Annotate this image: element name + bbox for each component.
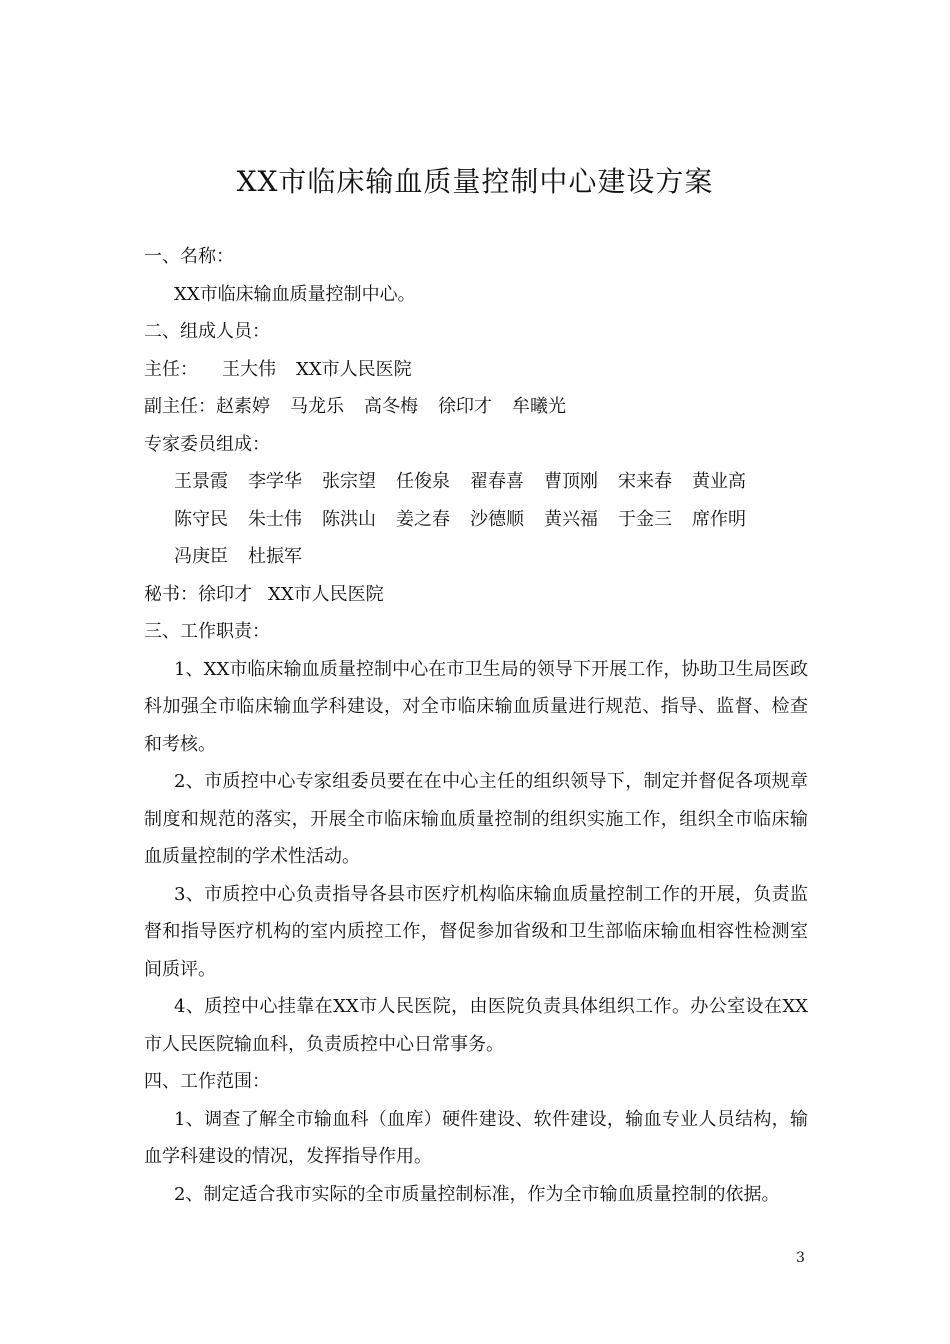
- duty-paragraph: 1、XX市临床输血质量控制中心在市卫生局的领导下开展工作，协助卫生局医政科加强全市临床输血学科建设，对全市临床输血质量进行规范、指导、监督、检查和考核。: [144, 658, 808, 755]
- page-number: 3: [796, 1250, 805, 1266]
- section-heading-name: 一、名称：: [144, 246, 234, 267]
- duty-paragraph: 3、市质控中心负责指导各县市医疗机构临床输血质量控制工作的开展，负责监督和指导医疗机构的室内质控工作，督促参加省级和卫生部临床输血相容性检测室间质评。: [144, 883, 808, 980]
- expert-name: 曹顶刚: [544, 471, 598, 492]
- center-name: XX市临床输血质量控制中心。: [174, 283, 416, 305]
- experts-row-2: [144, 501, 808, 539]
- expert-name: 于金三: [618, 508, 672, 530]
- section-heading-duties: 三、工作职责：: [144, 621, 270, 642]
- expert-name: 李学华: [248, 471, 302, 492]
- expert-name: 沙德顺: [470, 508, 524, 530]
- experts-row-3: [144, 538, 808, 576]
- expert-name: 任俊泉: [396, 471, 450, 492]
- document-title: XX市临床输血质量控制中心建设方案: [236, 165, 714, 198]
- duty-paragraph: 4、质控中心挂靠在XX市人民医院，由医院负责具体组织工作。办公室设在XX市人民医院输血科，负责质控中心日常事务。: [144, 996, 808, 1055]
- deputy-name: 高冬梅: [364, 396, 418, 417]
- section-heading-members: 二、组成人员：: [144, 321, 270, 342]
- deputy-row: [144, 388, 808, 426]
- expert-name: 翟春喜: [470, 471, 524, 492]
- deputy-name: 牟曦光: [512, 396, 566, 417]
- expert-name: 陈洪山: [322, 508, 376, 530]
- expert-name: 王景霞: [174, 471, 228, 492]
- deputy-name: 徐印才: [438, 396, 492, 417]
- expert-name: 陈守民: [174, 508, 228, 530]
- scope-paragraph: 1、调查了解全市输血科（血库）硬件建设、软件建设，输血专业人员结构，输血学科建设的情况，发挥指导作用。: [144, 1108, 808, 1167]
- deputy-name: 赵素婷: [216, 396, 270, 417]
- secretary-org: XX市人民医院: [268, 583, 384, 605]
- duty-paragraph: 2、市质控中心专家组委员要在在中心主任的组织领导下，制定并督促各项规章制度和规范的落实，开展全市临床输血质量控制的组织实施工作，组织全市临床输血质量控制的学术性活动。: [144, 771, 808, 867]
- expert-name: 黄业高: [692, 471, 746, 492]
- secretary-row: [144, 576, 808, 614]
- director-org: XX市人民医院: [296, 358, 412, 380]
- expert-name: 朱士伟: [248, 508, 302, 530]
- director-name: 王大伟: [222, 358, 276, 380]
- deputy-label: 副主任：: [144, 396, 216, 417]
- expert-name: 冯庚臣: [174, 546, 228, 567]
- experts-label: 专家委员组成：: [144, 433, 270, 455]
- expert-name: 席作明: [692, 508, 746, 530]
- scope-paragraph: 2、制定适合我市实际的全市质量控制标准，作为全市输血质量控制的依据。: [174, 1183, 780, 1205]
- experts-row-1: [144, 463, 808, 501]
- secretary-name: 徐印才: [198, 583, 252, 605]
- secretary-label: 秘书：: [144, 583, 198, 605]
- director-label: 主任：: [144, 358, 198, 380]
- document-body: [144, 238, 808, 1213]
- expert-name: 宋来春: [618, 471, 672, 492]
- section-heading-scope: 四、工作范围：: [144, 1071, 270, 1092]
- director-row: [144, 351, 808, 389]
- expert-name: 姜之春: [396, 508, 450, 530]
- expert-name: 杜振军: [248, 546, 302, 567]
- deputy-name: 马龙乐: [290, 396, 344, 417]
- expert-name: 张宗望: [322, 471, 376, 492]
- expert-name: 黄兴福: [544, 508, 598, 530]
